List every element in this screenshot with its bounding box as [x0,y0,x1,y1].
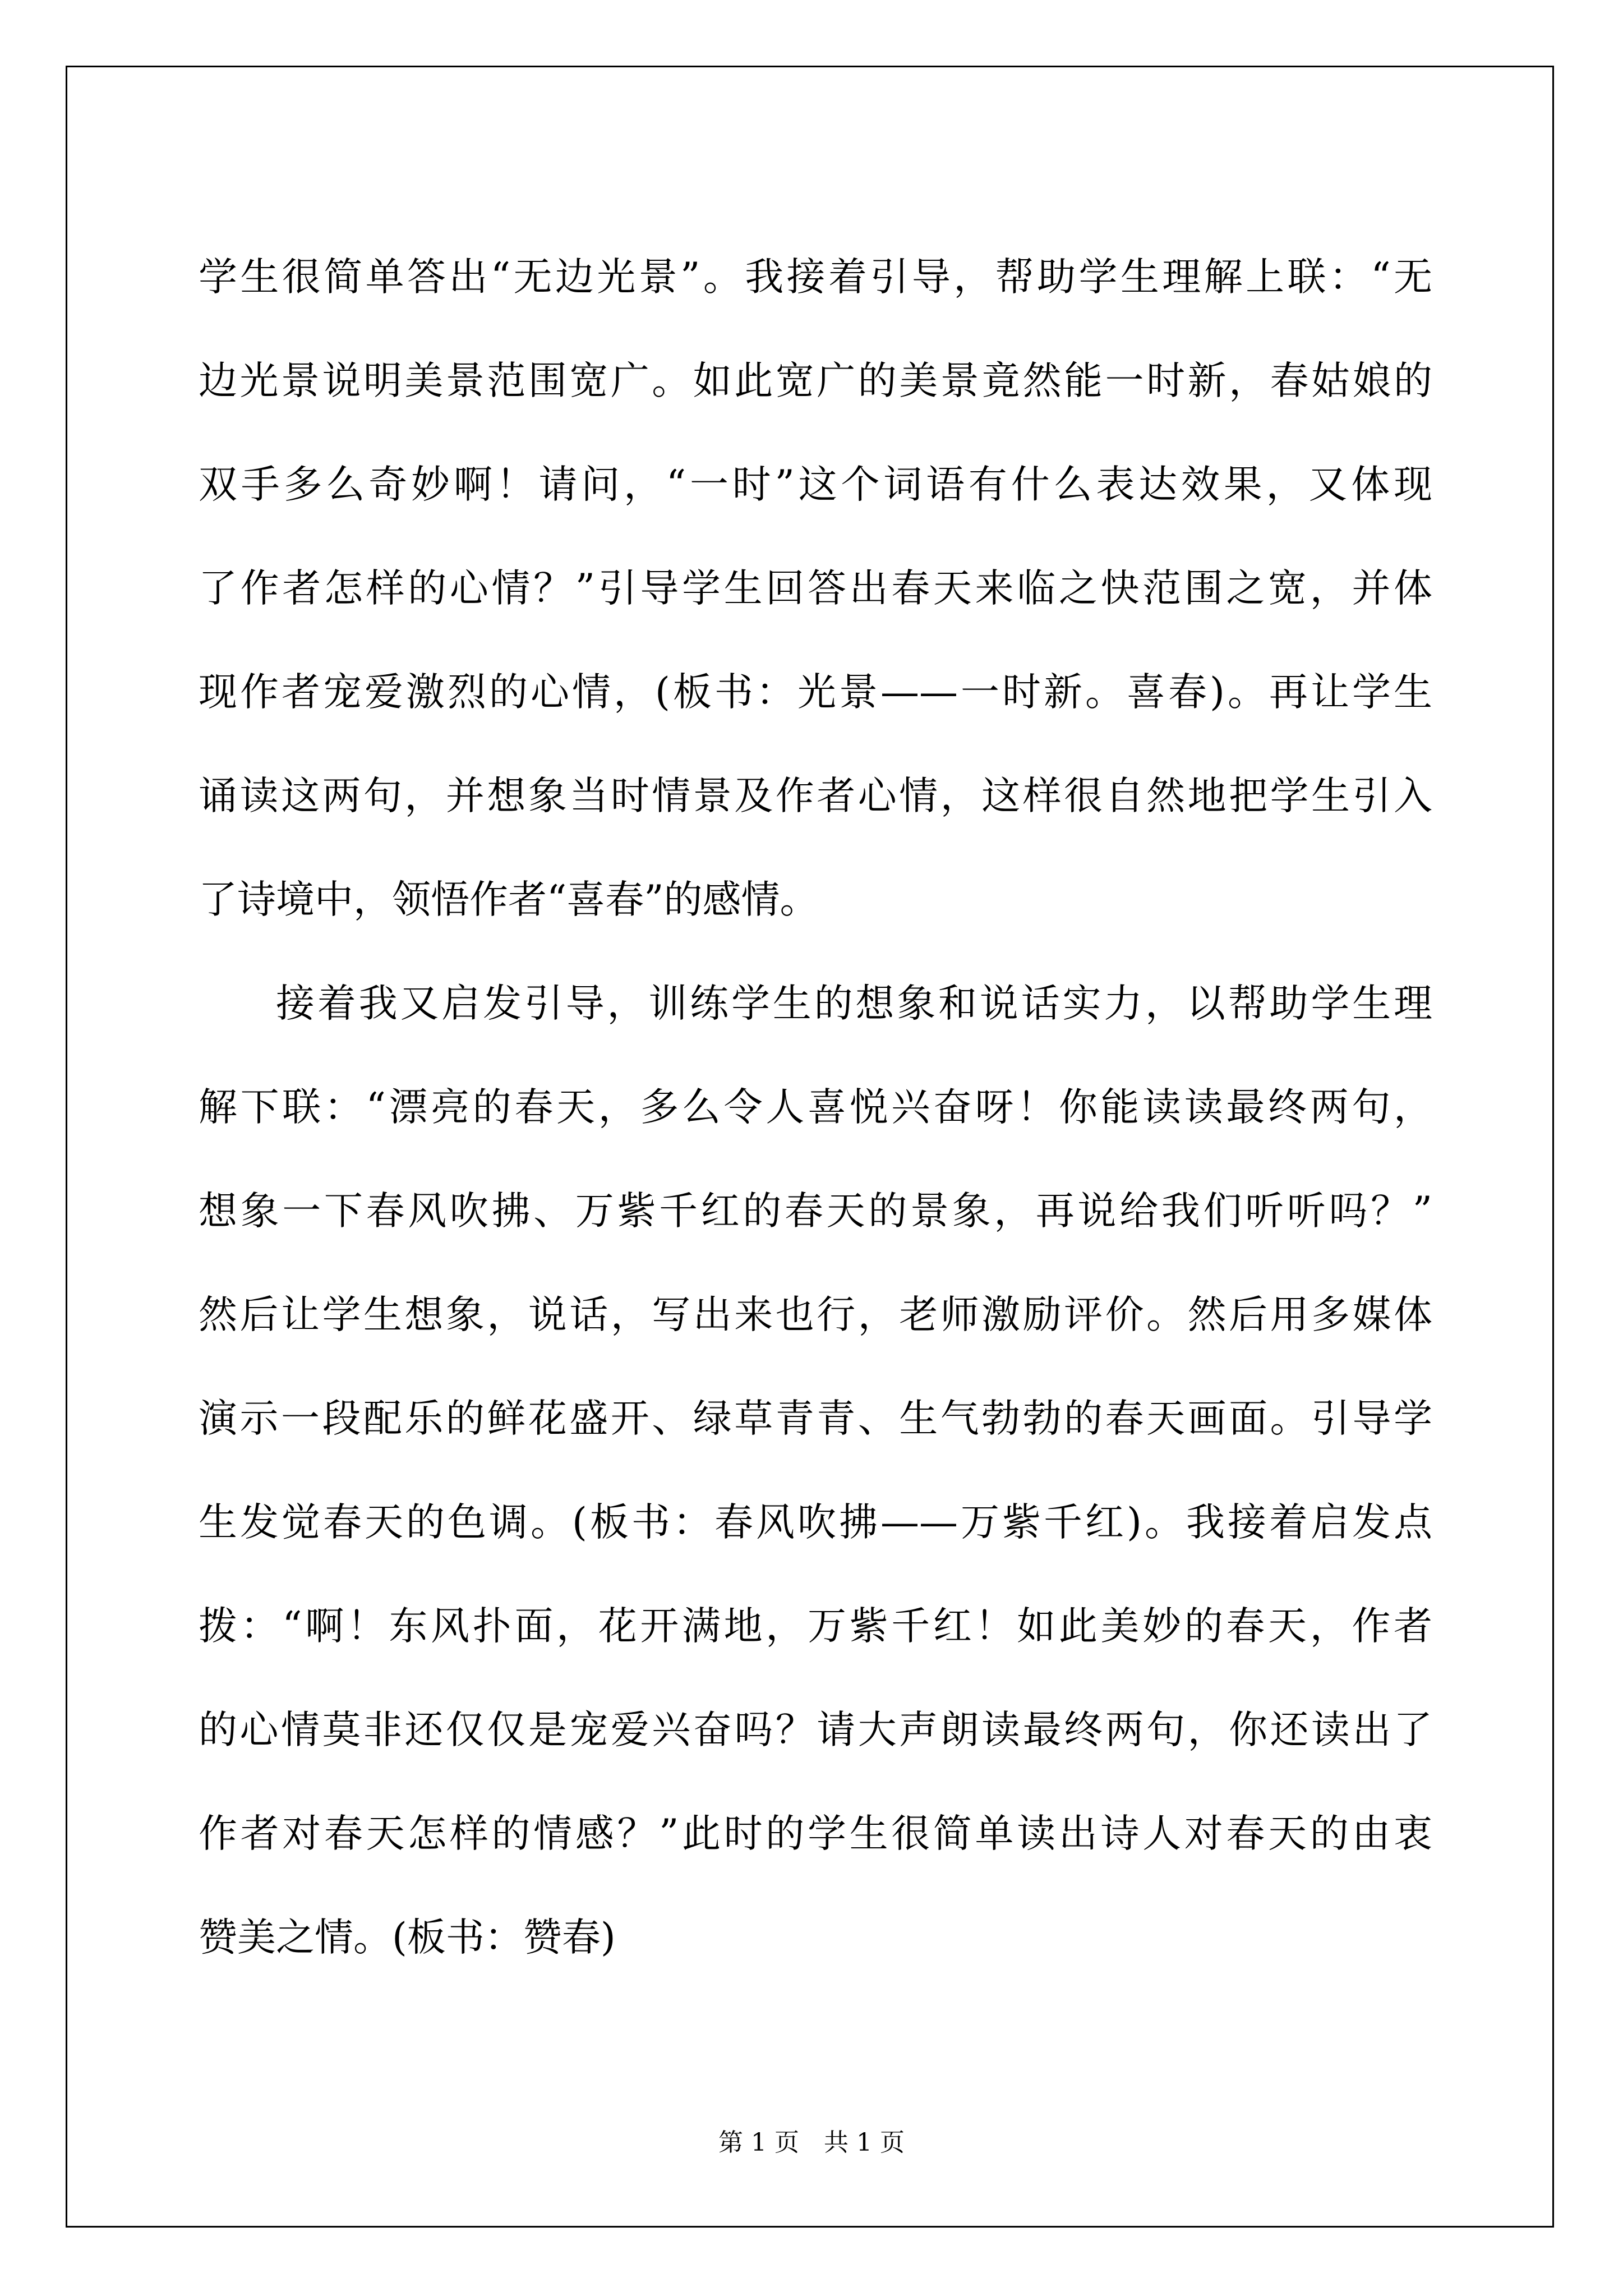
paragraph-line: 现作者宠爱激烈的心情，(板书：光景——一时新。喜春)。再让学生 [199,670,1432,715]
paragraph-line: 作者对春天怎样的情感？”此时的学生很简单读出诗人对春天的由衷 [199,1811,1432,1856]
paragraph-line: 边光景说明美景范围宽广。如此宽广的美景竟然能一时新，春姑娘的 [199,358,1432,403]
paragraph-line: 的心情莫非还仅仅是宠爱兴奋吗？请大声朗读最终两句，你还读出了 [199,1708,1432,1752]
paragraph-line: 生发觉春天的色调。(板书：春风吹拂——万紫千红)。我接着启发点 [199,1500,1432,1545]
paragraph-line: 赞美之情。(板书：赞春) [199,1915,616,1960]
paragraph-line: 诵读这两句，并想象当时情景及作者心情，这样很自然地把学生引入 [199,774,1432,818]
paragraph-line: 解下联：“漂亮的春天，多么令人喜悦兴奋呀！你能读读最终两句， [199,1085,1432,1130]
paragraph-line: 了诗境中，领悟作者“喜春”的感情。 [199,877,819,922]
document-body [199,226,1432,1990]
paragraph-line: 双手多么奇妙啊！请问，“一时”这个词语有什么表达效果，又体现 [199,462,1432,507]
paragraph-line: 学生很简单答出“无边光景”。我接着引导，帮助学生理解上联：“无 [199,255,1432,300]
paragraph-line: 然后让学生想象，说话，写出来也行，老师激励评价。然后用多媒体 [199,1292,1432,1337]
paragraph-line: 演示一段配乐的鲜花盛开、绿草青青、生气勃勃的春天画面。引导学 [199,1396,1432,1441]
paragraph-line: 接着我又启发引导，训练学生的想象和说话实力，以帮助学生理 [276,981,1432,1026]
paragraph-line: 了作者怎样的心情？”引导学生回答出春天来临之快范围之宽，并体 [199,566,1432,611]
paragraph-line: 拨：“啊！东风扑面，花开满地，万紫千红！如此美妙的春天，作者 [199,1604,1432,1649]
page-number: 第 1 页 共 1 页 [718,2128,905,2157]
paragraph-line: 想象一下春风吹拂、万紫千红的春天的景象，再说给我们听听吗？” [199,1189,1432,1234]
